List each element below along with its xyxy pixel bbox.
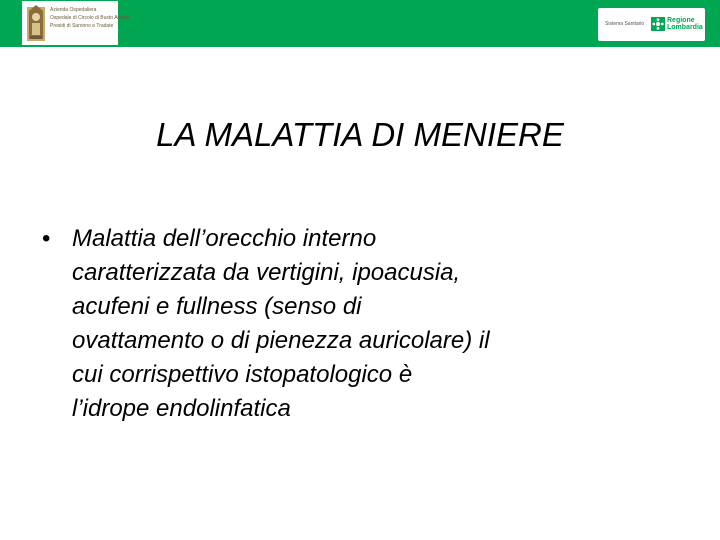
bullet-line-4: ovattamento o di pienezza auricolare) il: [72, 327, 490, 354]
bullet-text: [72, 222, 682, 426]
bullet-item: [42, 222, 682, 426]
bullet-line-2: caratterizzata da vertigini, ipoacusia,: [72, 259, 461, 286]
bullet-line-5: cui corrispettivo istopatologico è: [72, 361, 413, 388]
regione-label: [667, 17, 703, 31]
regione-label-line-1: Regione: [667, 17, 695, 24]
sistema-sanitario-label: Sistema Sanitario: [605, 21, 645, 27]
hospital-logo-text: [50, 6, 130, 30]
header-bar: [0, 0, 720, 47]
bullet-symbol: •: [42, 225, 51, 252]
slide-title: LA MALATTIA DI MENIERE: [156, 116, 564, 153]
regione-rose-icon: [651, 17, 665, 31]
bullet-line-3: acufeni e fullness (senso di: [72, 293, 362, 320]
hospital-logo: [22, 1, 130, 45]
hospital-logo-line-3: Presidi di Saronno e Tradate: [50, 23, 114, 29]
hospital-logo-line-1: Azienda Ospedaliera: [50, 7, 97, 13]
bullet-line-6: l’idrope endolinfatica: [72, 395, 291, 422]
regione-lombardia-logo: [598, 8, 705, 41]
bullet-line-1: Malattia dell’orecchio interno: [72, 225, 377, 252]
hospital-logo-line-2: Ospedale di Circolo di Busto Arsizio: [50, 15, 130, 21]
regione-label-line-2: Lombardia: [667, 24, 703, 31]
crest-icon: [25, 3, 47, 43]
